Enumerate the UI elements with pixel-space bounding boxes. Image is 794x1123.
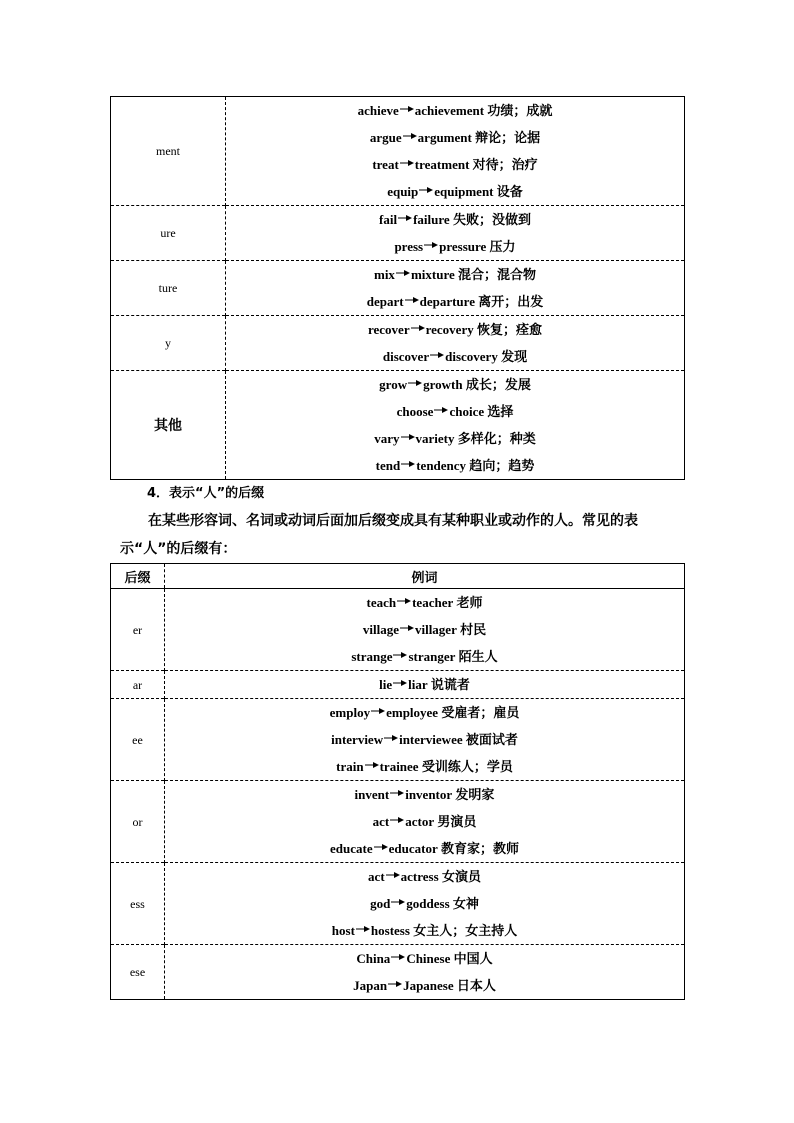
derived-word: mixture: [410, 267, 455, 282]
base-word: village: [362, 622, 399, 637]
base-word: choose: [396, 404, 434, 419]
examples-cell: [165, 589, 685, 671]
suffix-cell: [111, 699, 165, 781]
example-line: [226, 151, 684, 178]
suffix-label: ese: [129, 965, 146, 979]
meaning-text: 村民: [460, 623, 487, 638]
meaning-text: 失败；没做到: [452, 213, 531, 228]
derived-word: recovery: [425, 322, 474, 337]
meaning-text: 混合；混合物: [458, 268, 537, 283]
derived-word: teacher: [412, 595, 454, 610]
suffix-cell: [111, 671, 165, 699]
example-line: [165, 781, 684, 808]
example-line: [226, 124, 684, 151]
arrow-right-icon: [390, 815, 404, 825]
section-heading-4: 4．表示“人”的后缀: [147, 486, 265, 501]
examples-cell: [226, 97, 685, 206]
examples-cell: [165, 699, 685, 781]
meaning-text: 陌生人: [458, 650, 498, 665]
examples-cell: [226, 371, 685, 480]
meaning-text: 多样化；种类: [457, 432, 536, 447]
examples-cell: [165, 863, 685, 945]
arrow-right-icon: [398, 213, 412, 223]
example-line: [165, 643, 684, 670]
meaning-text: 压力: [489, 240, 516, 255]
meaning-text: 女神: [452, 897, 479, 912]
examples-cell: [226, 206, 685, 261]
example-line: [226, 371, 684, 398]
suffix-label: er: [132, 622, 143, 637]
derived-word: villager: [414, 622, 457, 637]
table-row: [111, 97, 685, 206]
derived-word: pressure: [439, 239, 487, 254]
arrow-right-icon: [408, 378, 422, 388]
base-word: depart: [366, 294, 404, 309]
arrow-right-icon: [424, 240, 438, 250]
suffix-label: ture: [158, 281, 178, 295]
example-line: [226, 343, 684, 370]
base-word: discover: [382, 349, 430, 364]
suffix-label: 其他: [154, 418, 182, 434]
example-line: [226, 178, 684, 205]
base-word: train: [336, 759, 364, 774]
meaning-text: 趋向；趋势: [469, 459, 535, 474]
arrow-right-icon: [371, 706, 385, 716]
arrow-right-icon: [390, 788, 404, 798]
arrow-right-icon: [400, 104, 414, 114]
table-row: [111, 316, 685, 371]
derived-word: variety: [415, 431, 455, 446]
suffix-label: ure: [160, 226, 176, 240]
arrow-right-icon: [403, 131, 417, 141]
suffix-label: ee: [132, 732, 143, 747]
table-row: [111, 261, 685, 316]
table-row: [111, 863, 685, 945]
example-line: [226, 97, 684, 124]
arrow-right-icon: [401, 459, 415, 469]
base-word: equip: [387, 184, 419, 199]
base-word: achieve: [357, 103, 399, 118]
suffix-table-nouns: [110, 96, 685, 480]
derived-word: Chinese: [406, 951, 451, 966]
derived-word: trainee: [379, 759, 419, 774]
meaning-text: 功绩；成就: [487, 104, 553, 119]
derived-word: employee: [386, 705, 439, 720]
suffix-table-people: [110, 563, 685, 1000]
base-word: teach: [366, 595, 397, 610]
derived-word: equipment: [434, 184, 494, 199]
derived-word: argument: [417, 130, 472, 145]
base-word: mix: [373, 267, 395, 282]
arrow-right-icon: [419, 185, 433, 195]
arrow-right-icon: [400, 623, 414, 633]
arrow-right-icon: [430, 350, 444, 360]
base-word: host: [331, 923, 355, 938]
example-line: [165, 753, 684, 780]
arrow-right-icon: [388, 979, 402, 989]
meaning-text: 老师: [456, 596, 483, 611]
derived-word: liar: [408, 677, 428, 692]
arrow-right-icon: [434, 405, 448, 415]
suffix-label: ment: [156, 144, 180, 158]
example-line: [165, 917, 684, 944]
arrow-right-icon: [411, 323, 425, 333]
meaning-text: 受雇者；雇员: [441, 706, 520, 721]
meaning-text: 中国人: [453, 952, 493, 967]
example-line: [165, 863, 684, 890]
arrow-right-icon: [397, 596, 411, 606]
table-row: [111, 206, 685, 261]
examples-cell: [226, 261, 685, 316]
examples-cell: [165, 671, 685, 699]
derived-word: goddess: [406, 896, 450, 911]
derived-word: educator: [388, 841, 438, 856]
base-word: invent: [354, 787, 390, 802]
example-line: [165, 945, 684, 972]
arrow-right-icon: [386, 870, 400, 880]
derived-word: growth: [423, 377, 463, 392]
suffix-cell: [111, 781, 165, 863]
meaning-text: 被面试者: [465, 733, 518, 748]
example-line: [226, 398, 684, 425]
meaning-text: 设备: [496, 185, 523, 200]
derived-word: actor: [405, 814, 435, 829]
table-row: [111, 589, 685, 671]
examples-cell: [165, 781, 685, 863]
meaning-text: 受训练人；学员: [421, 760, 513, 775]
meaning-text: 男演员: [437, 815, 477, 830]
base-word: act: [368, 869, 385, 884]
table-row: [111, 945, 685, 1000]
arrow-right-icon: [356, 924, 370, 934]
examples-cell: [226, 316, 685, 371]
suffix-label: ar: [132, 677, 143, 692]
suffix-cell: [111, 589, 165, 671]
base-word: employ: [329, 705, 371, 720]
example-line: [226, 206, 684, 233]
meaning-text: 说谎者: [430, 678, 470, 693]
base-word: lie: [379, 677, 393, 692]
example-line: [226, 425, 684, 452]
base-word: recover: [367, 322, 410, 337]
base-word: treat: [372, 157, 399, 172]
suffix-label: or: [132, 814, 143, 829]
meaning-text: 对待；治疗: [472, 158, 538, 173]
base-word: Japan: [353, 978, 388, 993]
suffix-cell: [111, 261, 226, 316]
base-word: vary: [374, 431, 400, 446]
base-word: act: [372, 814, 390, 829]
base-word: interview: [331, 732, 384, 747]
arrow-right-icon: [400, 158, 414, 168]
example-line: [226, 452, 684, 479]
suffix-label: ess: [130, 896, 145, 911]
derived-word: inventor: [405, 787, 453, 802]
meaning-text: 离开；出发: [478, 295, 544, 310]
suffix-cell: [111, 863, 165, 945]
derived-word: achievement: [414, 103, 485, 118]
derived-word: failure: [413, 212, 450, 227]
section-paragraph: 在某些形容词、名词或动词后面加后缀变成具有某种职业或动作的人。常见的表示“人”的后缀有：: [120, 513, 638, 557]
arrow-right-icon: [393, 678, 407, 688]
derived-word: hostess: [370, 923, 410, 938]
meaning-text: 发明家: [455, 788, 495, 803]
base-word: argue: [369, 130, 402, 145]
examples-cell: [165, 945, 685, 1000]
meaning-text: 辩论；论据: [475, 131, 541, 146]
example-line: [165, 616, 684, 643]
derived-word: departure: [419, 294, 475, 309]
header-suffix: 后缀: [111, 564, 165, 589]
arrow-right-icon: [384, 733, 398, 743]
example-line: [165, 972, 684, 999]
header-examples: 例词: [165, 564, 685, 589]
base-word: tend: [375, 458, 401, 473]
table-header-row: [111, 564, 685, 589]
meaning-text: 日本人: [456, 979, 496, 994]
arrow-right-icon: [374, 842, 388, 852]
example-line: [165, 835, 684, 862]
base-word: grow: [379, 377, 408, 392]
suffix-cell: [111, 371, 226, 480]
derived-word: tendency: [416, 458, 467, 473]
suffix-cell: [111, 945, 165, 1000]
meaning-text: 恢复；痊愈: [476, 323, 542, 338]
meaning-text: 教育家；教师: [440, 842, 519, 857]
base-word: fail: [379, 212, 398, 227]
arrow-right-icon: [393, 650, 407, 660]
example-line: [165, 589, 684, 616]
example-line: [226, 261, 684, 288]
suffix-cell: [111, 206, 226, 261]
arrow-right-icon: [391, 897, 405, 907]
meaning-text: 女演员: [441, 870, 481, 885]
base-word: press: [394, 239, 424, 254]
suffix-label: y: [165, 336, 171, 350]
derived-word: stranger: [408, 649, 456, 664]
example-line: [226, 316, 684, 343]
base-word: educate: [330, 841, 373, 856]
arrow-right-icon: [365, 760, 379, 770]
example-line: [165, 671, 684, 698]
meaning-text: 成长；发展: [465, 378, 531, 393]
arrow-right-icon: [396, 268, 410, 278]
table-row: [111, 671, 685, 699]
table-row: [111, 371, 685, 480]
arrow-right-icon: [405, 295, 419, 305]
example-line: [226, 288, 684, 315]
example-line: [165, 699, 684, 726]
meaning-text: 发现: [501, 350, 528, 365]
example-line: [165, 808, 684, 835]
derived-word: discovery: [445, 349, 498, 364]
example-line: [226, 233, 684, 260]
base-word: god: [370, 896, 391, 911]
arrow-right-icon: [401, 432, 415, 442]
base-word: China: [356, 951, 391, 966]
meaning-text: 选择: [487, 405, 514, 420]
example-line: [165, 890, 684, 917]
derived-word: actress: [400, 869, 439, 884]
arrow-right-icon: [391, 952, 405, 962]
derived-word: interviewee: [399, 732, 463, 747]
table-row: [111, 699, 685, 781]
derived-word: Japanese: [403, 978, 454, 993]
meaning-text: 女主人；女主持人: [413, 924, 518, 939]
derived-word: treatment: [414, 157, 470, 172]
derived-word: choice: [449, 404, 485, 419]
base-word: strange: [351, 649, 393, 664]
example-line: [165, 726, 684, 753]
suffix-cell: [111, 316, 226, 371]
suffix-cell: [111, 97, 226, 206]
table-row: [111, 781, 685, 863]
